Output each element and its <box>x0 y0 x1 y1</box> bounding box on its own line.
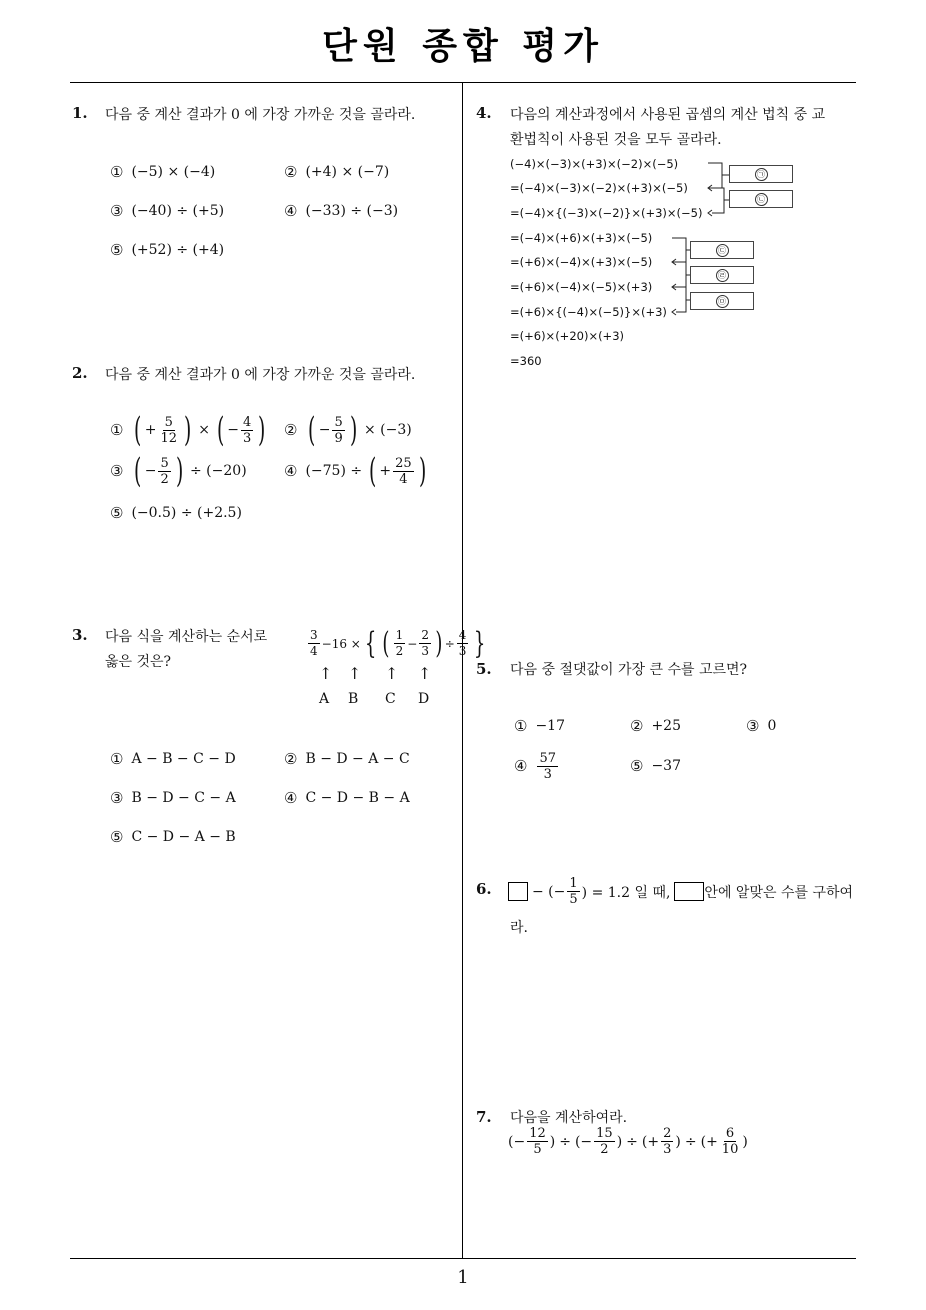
option-1[interactable]: ① ( + $\frac{5}{12}$ ) × ( − $\frac{4}{3}$ ) <box>110 410 266 450</box>
question-number: 6. <box>476 880 492 898</box>
step-box-5[interactable]: ㉤ <box>690 292 754 310</box>
step-box-4[interactable]: ㉣ <box>690 266 754 284</box>
q6-equation: − (− $\frac{1}{5}$ ) = 1.2 일 때, 안에 알맞은 수를 구하여 <box>508 876 853 907</box>
page-title: 단원 종합 평가 <box>322 26 604 67</box>
step-box-2[interactable]: ㉡ <box>729 190 793 208</box>
q7-expression: ( − $\frac{12}{5}$ ) ÷ ( − $\frac{15}{2}$ ) ÷ ( + $\frac{2}{3}$ ) ÷ ( + $\frac{6}{10}$ ) <box>508 1126 748 1157</box>
top-rule <box>70 82 856 83</box>
option-4[interactable]: ④ $\frac{57}{3}$ <box>514 750 556 782</box>
question-number: 4. <box>476 104 492 122</box>
step-line: =360 <box>510 354 542 368</box>
step-box-3[interactable]: ㉢ <box>690 241 754 259</box>
answer-blank-2[interactable] <box>674 882 704 901</box>
option-1[interactable]: ① −17 <box>514 717 565 735</box>
label-b: B <box>348 691 359 707</box>
question-text-line2: 라. <box>510 920 528 936</box>
page-number: 1 <box>457 1267 469 1288</box>
column-divider <box>462 83 463 1258</box>
step-line: =(−4)×(+6)×(+3)×(−5) <box>510 231 653 245</box>
step-line: =(−4)×{(−3)×(−2)}×(+3)×(−5) <box>510 206 703 220</box>
question-text: 다음 중 계산 결과가 0 에 가장 가까운 것을 골라라. <box>105 367 416 383</box>
option-2[interactable]: ② B − D − A − C <box>284 750 410 768</box>
question-number: 2. <box>72 364 88 382</box>
option-5[interactable]: ⑤ C − D − A − B <box>110 828 236 846</box>
option-3[interactable]: ③ B − D − C − A <box>110 789 236 807</box>
label-c: C <box>385 691 396 707</box>
arrow-b: ↑ <box>348 664 362 683</box>
arrow-c: ↑ <box>385 664 399 683</box>
step-line: =(+6)×(−4)×(−5)×(+3) <box>510 280 653 294</box>
option-5[interactable]: ⑤ (+52) ÷ (+4) <box>110 241 225 259</box>
step-box-1[interactable]: ㉠ <box>729 165 793 183</box>
step-line: =(+6)×(+20)×(+3) <box>510 329 625 343</box>
option-5[interactable]: ⑤ (−0.5) ÷ (+2.5) <box>110 504 242 522</box>
arrow-a: ↑ <box>319 664 333 683</box>
question-text-line2: 옳은 것은? <box>105 654 172 670</box>
option-3[interactable]: ③ ( − $\frac{5}{2}$ ) ÷ (−20) <box>110 451 247 491</box>
option-4[interactable]: ④ C − D − B − A <box>284 789 410 807</box>
question-text: 다음 중 절댓값이 가장 큰 수를 고르면? <box>510 662 748 678</box>
option-2[interactable]: ② (+4) × (−7) <box>284 163 390 181</box>
label-d: D <box>418 691 430 707</box>
question-text: 다음을 계산하여라. <box>510 1110 628 1126</box>
step-line: (−4)×(−3)×(+3)×(−2)×(−5) <box>510 157 679 171</box>
option-3[interactable]: ③ 0 <box>746 717 777 735</box>
option-5[interactable]: ⑤ −37 <box>630 757 681 775</box>
option-2[interactable]: ② ( − $\frac{5}{9}$ ) × (−3) <box>284 410 412 450</box>
option-3[interactable]: ③ (−40) ÷ (+5) <box>110 202 225 220</box>
label-a: A <box>319 691 330 707</box>
arrow-d: ↑ <box>418 664 432 683</box>
option-1[interactable]: ① (−5) × (−4) <box>110 163 216 181</box>
option-4[interactable]: ④ (−33) ÷ (−3) <box>284 202 399 220</box>
option-4[interactable]: ④ (−75) ÷ ( + $\frac{25}{4}$ ) <box>284 451 426 491</box>
question-text: 다음의 계산과정에서 사용된 곱셈의 계산 법칙 중 교 <box>510 107 826 123</box>
option-1[interactable]: ① A − B − C − D <box>110 750 236 768</box>
q3-expression: $\frac{3}{4}$ −16 × { ( $\frac{1}{2}$ − $\frac{2}{3}$ ) ÷ $\frac{4}{3}$ } <box>310 625 486 661</box>
question-number: 5. <box>476 660 492 678</box>
question-number: 1. <box>72 104 88 122</box>
question-number: 3. <box>72 626 88 644</box>
question-text: 다음 식을 계산하는 순서로 <box>105 629 268 645</box>
step-line: =(+6)×{(−4)×(−5)}×(+3) <box>510 305 667 319</box>
question-text-line2: 환법칙이 사용된 것을 모두 골라라. <box>510 132 722 148</box>
step-line: =(+6)×(−4)×(+3)×(−5) <box>510 255 653 269</box>
answer-blank[interactable] <box>508 882 528 901</box>
question-text: 다음 중 계산 결과가 0 에 가장 가까운 것을 골라라. <box>105 107 416 123</box>
bottom-rule <box>70 1258 856 1259</box>
question-number: 7. <box>476 1108 492 1126</box>
option-2[interactable]: ② +25 <box>630 717 681 735</box>
step-line: =(−4)×(−3)×(−2)×(+3)×(−5) <box>510 181 688 195</box>
